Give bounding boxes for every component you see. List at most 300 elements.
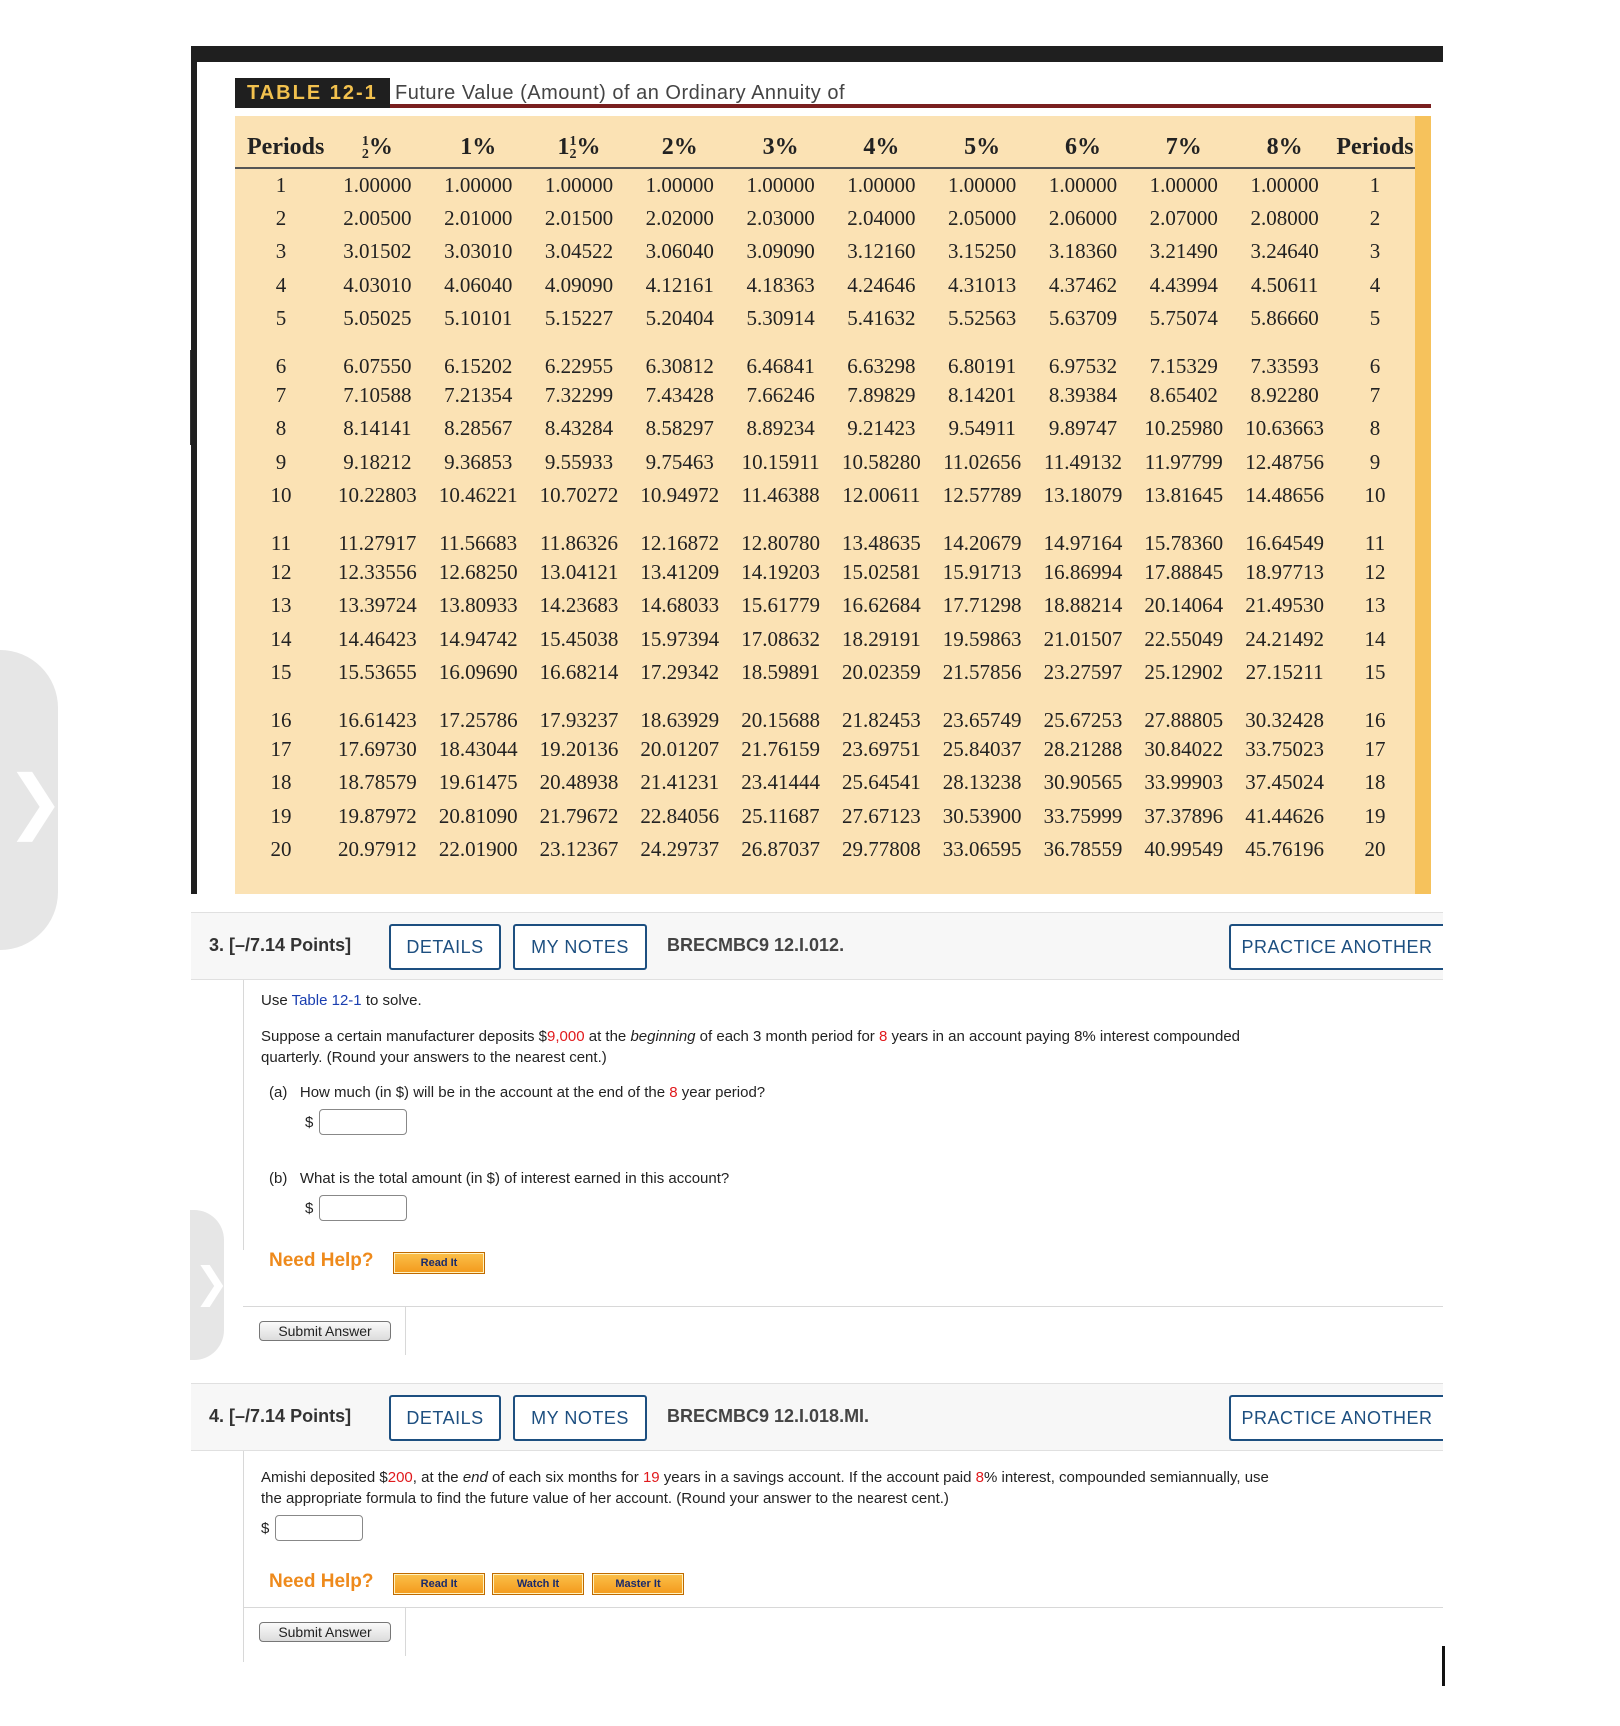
- value-cell: 1.00000: [343, 172, 412, 197]
- value-cell: 22.01900: [438, 837, 518, 862]
- value-cell: 45.76196: [1245, 837, 1324, 862]
- value-cell: 15.97394: [640, 626, 720, 651]
- period-cell: 17: [270, 736, 292, 761]
- value-cell: 2.04000: [847, 205, 916, 230]
- value-cell: 20.01207: [640, 736, 720, 761]
- value-cell: 4.06040: [444, 272, 513, 297]
- question-3-text-line1: Suppose a certain manufacturer deposits $9,000 at the beginning of each 3 month period for 8 years in an account paying 8% interest compounded: [261, 1028, 1241, 1045]
- value-cell: 19.59863: [942, 626, 1022, 651]
- value-cell: 1.00000: [444, 172, 513, 197]
- value-cell: 7.89829: [847, 382, 916, 407]
- value-cell: 7.15329: [1149, 353, 1218, 378]
- value-cell: 6.15202: [444, 353, 513, 378]
- value-cell: 5.86660: [1250, 306, 1319, 331]
- value-cell: 13.04121: [539, 559, 619, 584]
- period-cell: 2: [1369, 205, 1381, 230]
- value-cell: 19.61475: [438, 770, 518, 795]
- value-cell: 14.46423: [338, 626, 417, 651]
- period-cell: 14: [1364, 626, 1386, 651]
- value-cell: 10.63663: [1245, 416, 1324, 441]
- question-4-answer-input[interactable]: [275, 1515, 363, 1541]
- period-cell: 9: [275, 449, 287, 474]
- value-cell: 22.55049: [1144, 626, 1224, 651]
- value-cell: 23.41444: [741, 770, 820, 795]
- period-cell: 5: [275, 306, 287, 331]
- value-cell: 3.01502: [343, 239, 412, 264]
- value-cell: 8.92280: [1250, 382, 1319, 407]
- period-cell: 7: [275, 382, 287, 407]
- value-cell: 33.06595: [942, 837, 1022, 862]
- value-cell: 23.69751: [842, 736, 921, 761]
- period-cell: 10: [270, 483, 292, 508]
- value-cell: 10.58280: [842, 449, 921, 474]
- value-cell: 10.25980: [1144, 416, 1224, 441]
- value-cell: 4.43994: [1149, 272, 1218, 297]
- value-cell: 20.48938: [539, 770, 619, 795]
- value-cell: 2.00500: [343, 205, 412, 230]
- value-cell: 9.21423: [847, 416, 916, 441]
- period-cell: 12: [1364, 559, 1386, 584]
- value-cell: 5.30914: [746, 306, 815, 331]
- period-cell: 4: [1369, 272, 1381, 297]
- chevron-right-icon: ❯: [194, 1258, 230, 1307]
- value-cell: 13.80933: [438, 593, 518, 618]
- value-cell: 26.87037: [741, 837, 820, 862]
- value-cell: 16.61423: [338, 707, 417, 732]
- table-image: [191, 46, 1443, 894]
- table-row: [235, 800, 1415, 834]
- value-cell: 22.84056: [640, 803, 720, 828]
- value-cell: 14.20679: [942, 530, 1022, 555]
- value-cell: 23.65749: [942, 707, 1022, 732]
- value-cell: 20.14064: [1144, 593, 1224, 618]
- previous-page-arrow[interactable]: [0, 650, 65, 950]
- period-cell: 11: [1364, 530, 1386, 555]
- period-cell: 3: [1369, 239, 1381, 264]
- value-cell: 7.66246: [746, 382, 815, 407]
- table-row: [235, 336, 1415, 379]
- value-cell: 11.97799: [1144, 449, 1223, 474]
- value-cell: 15.45038: [539, 626, 619, 651]
- value-cell: 2.01000: [444, 205, 513, 230]
- value-cell: 25.64541: [842, 770, 921, 795]
- value-cell: 6.63298: [847, 353, 916, 378]
- value-cell: 18.29191: [842, 626, 921, 651]
- value-cell: 14.48656: [1245, 483, 1324, 508]
- value-cell: 5.10101: [444, 306, 513, 331]
- part-b-prompt: (b) What is the total amount (in $) of interest earned in this account?: [269, 1170, 730, 1187]
- period-cell: 16: [1364, 707, 1386, 732]
- question-4-header: [191, 1383, 1443, 1451]
- value-cell: 7.43428: [645, 382, 714, 407]
- question-3-text-line2: quarterly. (Round your answers to the nearest cent.): [261, 1049, 607, 1066]
- value-cell: 9.75463: [645, 449, 714, 474]
- value-cell: 40.99549: [1144, 837, 1224, 862]
- period-cell: 13: [1364, 593, 1386, 618]
- value-cell: 4.12161: [645, 272, 714, 297]
- part-a-answer-row: [305, 1109, 407, 1135]
- value-cell: 3.12160: [847, 239, 916, 264]
- value-cell: 17.71298: [942, 593, 1022, 618]
- value-cell: 2.07000: [1149, 205, 1218, 230]
- value-cell: 13.41209: [640, 559, 720, 584]
- value-cell: 10.70272: [539, 483, 619, 508]
- value-cell: 17.69730: [338, 736, 417, 761]
- watch-it-button[interactable]: Watch It: [492, 1573, 584, 1595]
- period-cell: 1: [275, 172, 287, 197]
- value-cell: 2.03000: [746, 205, 815, 230]
- my-notes-button[interactable]: MY NOTES: [513, 924, 647, 970]
- value-cell: 5.75074: [1149, 306, 1218, 331]
- table-row: [235, 623, 1415, 657]
- periods-header-right: Periods: [1335, 128, 1415, 168]
- value-cell: 2.01500: [544, 205, 614, 230]
- submit-answer-button[interactable]: Submit Answer: [259, 1622, 391, 1642]
- period-cell: 18: [1364, 770, 1386, 795]
- value-cell: 12.33556: [338, 559, 417, 584]
- question-4-text-line2: the appropriate formula to find the future value of her account. (Round your answer to the nearest cent.): [261, 1490, 949, 1507]
- col-header: 3%: [730, 128, 831, 168]
- value-cell: 4.24646: [847, 272, 916, 297]
- value-cell: 17.88845: [1144, 559, 1224, 584]
- value-cell: 17.08632: [741, 626, 820, 651]
- table-12-1-link[interactable]: Table 12-1: [291, 992, 362, 1009]
- value-cell: 3.15250: [948, 239, 1017, 264]
- col-header: 7%: [1133, 128, 1234, 168]
- value-cell: 6.22955: [544, 353, 614, 378]
- value-cell: 5.52563: [948, 306, 1017, 331]
- details-button[interactable]: DETAILS: [389, 924, 501, 970]
- value-cell: 13.81645: [1144, 483, 1224, 508]
- value-cell: 5.15227: [544, 306, 614, 331]
- value-cell: 18.88214: [1043, 593, 1123, 618]
- period-cell: 17: [1364, 736, 1386, 761]
- value-cell: 5.41632: [847, 306, 916, 331]
- value-cell: 4.09090: [544, 272, 614, 297]
- period-cell: 14: [270, 626, 292, 651]
- value-cell: 10.46221: [438, 483, 518, 508]
- value-cell: 8.65402: [1149, 382, 1218, 407]
- table-row: [235, 202, 1415, 236]
- value-cell: 12.48756: [1245, 449, 1324, 474]
- table-row: [235, 302, 1415, 336]
- value-cell: 20.81090: [438, 803, 518, 828]
- value-cell: 21.49530: [1245, 593, 1324, 618]
- value-cell: 7.32299: [544, 382, 614, 407]
- text-cursor: [1442, 1646, 1445, 1686]
- value-cell: 29.77808: [842, 837, 921, 862]
- value-cell: 17.25786: [438, 707, 518, 732]
- value-cell: 15.53655: [338, 660, 417, 685]
- table-rows: [235, 168, 1415, 867]
- value-cell: 12.16872: [640, 530, 720, 555]
- col-header-one-and-half-percent: 1 1 2 %: [529, 128, 630, 168]
- period-cell: 8: [1369, 416, 1381, 441]
- question-3-header: [191, 912, 1443, 980]
- value-cell: 30.53900: [942, 803, 1022, 828]
- value-cell: 6.97532: [1048, 353, 1118, 378]
- table-header-bar: [235, 78, 1431, 108]
- value-cell: 21.57856: [942, 660, 1022, 685]
- value-cell: 17.93237: [539, 707, 619, 732]
- period-cell: 12: [270, 559, 292, 584]
- value-cell: 15.61779: [741, 593, 820, 618]
- value-cell: 4.31013: [948, 272, 1017, 297]
- annuity-table: [235, 116, 1431, 894]
- value-cell: 27.15211: [1245, 660, 1324, 685]
- period-cell: 6: [275, 353, 287, 378]
- value-cell: 8.14141: [343, 416, 412, 441]
- value-cell: 25.11687: [741, 803, 820, 828]
- value-cell: 13.18079: [1043, 483, 1123, 508]
- value-cell: 16.62684: [842, 593, 921, 618]
- table-row: [235, 733, 1415, 767]
- table-row: [235, 379, 1415, 413]
- value-cell: 18.43044: [438, 736, 518, 761]
- period-cell: 15: [270, 660, 292, 685]
- value-cell: 21.76159: [741, 736, 820, 761]
- value-cell: 25.67253: [1043, 707, 1123, 732]
- value-cell: 1.00000: [1149, 172, 1218, 197]
- value-cell: 20.97912: [338, 837, 417, 862]
- value-cell: 18.59891: [741, 660, 820, 685]
- value-cell: 12.68250: [438, 559, 518, 584]
- table-row: [235, 766, 1415, 800]
- details-button[interactable]: DETAILS: [389, 1395, 501, 1441]
- value-cell: 19.20136: [539, 736, 619, 761]
- value-cell: 3.24640: [1250, 239, 1319, 264]
- value-cell: 8.89234: [746, 416, 815, 441]
- value-cell: 5.05025: [343, 306, 412, 331]
- value-cell: 5.63709: [1048, 306, 1118, 331]
- value-cell: 1.00000: [645, 172, 714, 197]
- value-cell: 4.37462: [1048, 272, 1118, 297]
- value-cell: 1.00000: [1048, 172, 1118, 197]
- value-cell: 6.07550: [343, 353, 412, 378]
- table-row: [235, 833, 1415, 867]
- table-row: [235, 446, 1415, 480]
- value-cell: 37.37896: [1144, 803, 1224, 828]
- part-a-answer-input[interactable]: [319, 1109, 407, 1135]
- value-cell: 8.14201: [948, 382, 1017, 407]
- dollar-sign: $: [261, 1519, 270, 1537]
- value-cell: 16.68214: [539, 660, 619, 685]
- value-cell: 15.78360: [1144, 530, 1224, 555]
- value-cell: 9.18212: [343, 449, 412, 474]
- value-cell: 3.21490: [1149, 239, 1218, 264]
- value-cell: 3.04522: [544, 239, 614, 264]
- value-cell: 13.48635: [842, 530, 921, 555]
- value-cell: 11.02656: [943, 449, 1022, 474]
- value-cell: 18.63929: [640, 707, 720, 732]
- value-cell: 14.19203: [741, 559, 820, 584]
- period-cell: 8: [275, 416, 287, 441]
- col-header: 4%: [831, 128, 932, 168]
- value-cell: 24.29737: [640, 837, 720, 862]
- value-cell: 1.00000: [746, 172, 815, 197]
- question-4-code: BRECMBC9 12.I.018.MI.: [667, 1406, 870, 1426]
- value-cell: 9.36853: [444, 449, 513, 474]
- previous-question-arrow[interactable]: [190, 1210, 230, 1360]
- value-cell: 21.82453: [842, 707, 921, 732]
- value-cell: 16.86994: [1043, 559, 1123, 584]
- value-cell: 24.21492: [1245, 626, 1324, 651]
- value-cell: 19.87972: [338, 803, 417, 828]
- period-cell: 18: [270, 770, 292, 795]
- value-cell: 6.30812: [645, 353, 714, 378]
- table-row: [235, 412, 1415, 446]
- value-cell: 3.18360: [1048, 239, 1118, 264]
- value-cell: 1.00000: [847, 172, 916, 197]
- read-it-button[interactable]: Read It: [393, 1252, 485, 1274]
- value-cell: 8.58297: [645, 416, 714, 441]
- period-cell: 4: [275, 272, 287, 297]
- value-cell: 3.09090: [746, 239, 815, 264]
- value-cell: 15.02581: [842, 559, 921, 584]
- value-cell: 7.33593: [1250, 353, 1319, 378]
- col-header: 8%: [1234, 128, 1335, 168]
- table-row: [235, 589, 1415, 623]
- value-cell: 1.00000: [948, 172, 1017, 197]
- value-cell: 20.15688: [741, 707, 820, 732]
- period-cell: 3: [275, 239, 287, 264]
- chevron-right-icon: ❯: [6, 760, 65, 842]
- table-row: [235, 479, 1415, 513]
- value-cell: 10.15911: [741, 449, 820, 474]
- value-cell: 21.79672: [539, 803, 619, 828]
- period-cell: 13: [270, 593, 292, 618]
- table-row: [235, 690, 1415, 733]
- value-cell: 3.06040: [645, 239, 714, 264]
- value-cell: 18.78579: [338, 770, 417, 795]
- value-cell: 27.88805: [1144, 707, 1224, 732]
- value-cell: 14.94742: [438, 626, 518, 651]
- submit-answer-button[interactable]: Submit Answer: [259, 1321, 391, 1341]
- value-cell: 11.46388: [741, 483, 820, 508]
- col-header: 2%: [629, 128, 730, 168]
- value-cell: 23.27597: [1043, 660, 1123, 685]
- value-cell: 4.50611: [1250, 272, 1319, 297]
- value-cell: 7.10588: [343, 382, 412, 407]
- table-row: [235, 235, 1415, 269]
- value-cell: 41.44626: [1245, 803, 1324, 828]
- value-cell: 2.06000: [1048, 205, 1118, 230]
- value-cell: 14.97164: [1043, 530, 1123, 555]
- question-4-text-line1: Amishi deposited $200, at the end of each six months for 19 years in a savings account. If the account paid 8% interest, compounded semiannually, use: [261, 1469, 1269, 1486]
- part-b-answer-row: [305, 1195, 407, 1221]
- value-cell: 21.41231: [640, 770, 720, 795]
- period-cell: 6: [1369, 353, 1381, 378]
- need-help-label: Need Help?: [269, 1571, 374, 1592]
- value-cell: 30.90565: [1043, 770, 1123, 795]
- value-cell: 28.13238: [942, 770, 1022, 795]
- period-cell: 11: [270, 530, 292, 555]
- col-header: 6%: [1033, 128, 1134, 168]
- value-cell: 17.29342: [640, 660, 720, 685]
- value-cell: 14.68033: [640, 593, 720, 618]
- value-cell: 25.12902: [1144, 660, 1224, 685]
- table-row: [235, 513, 1415, 556]
- value-cell: 36.78559: [1043, 837, 1123, 862]
- my-notes-button[interactable]: MY NOTES: [513, 1395, 647, 1441]
- value-cell: 2.02000: [645, 205, 714, 230]
- period-cell: 19: [270, 803, 292, 828]
- read-it-button[interactable]: Read It: [393, 1573, 485, 1595]
- need-help-label: Need Help?: [269, 1250, 374, 1271]
- period-cell: 1: [1369, 172, 1381, 197]
- question-3-body: [243, 980, 1443, 1270]
- value-cell: 16.09690: [438, 660, 518, 685]
- practice-another-button[interactable]: PRACTICE ANOTHER: [1229, 924, 1443, 970]
- period-cell: 16: [270, 707, 292, 732]
- value-cell: 37.45024: [1245, 770, 1324, 795]
- period-cell: 20: [270, 837, 292, 862]
- value-cell: 33.75023: [1245, 736, 1324, 761]
- period-cell: 19: [1364, 803, 1386, 828]
- question-4-submit-area: [243, 1607, 1443, 1655]
- value-cell: 12.80780: [741, 530, 820, 555]
- value-cell: 2.08000: [1250, 205, 1319, 230]
- period-cell: 9: [1369, 449, 1381, 474]
- value-cell: 10.94972: [640, 483, 720, 508]
- part-b-answer-input[interactable]: [319, 1195, 407, 1221]
- period-cell: 5: [1369, 306, 1381, 331]
- value-cell: 7.21354: [444, 382, 513, 407]
- value-cell: 23.12367: [539, 837, 619, 862]
- value-cell: 30.32428: [1245, 707, 1324, 732]
- dollar-sign: $: [305, 1199, 314, 1217]
- value-cell: 20.02359: [842, 660, 921, 685]
- value-cell: 25.84037: [942, 736, 1022, 761]
- value-cell: 11.86326: [540, 530, 618, 555]
- value-cell: 15.91713: [942, 559, 1022, 584]
- value-cell: 16.64549: [1245, 530, 1324, 555]
- value-cell: 8.43284: [544, 416, 614, 441]
- value-cell: 8.28567: [444, 416, 513, 441]
- table-row: [235, 168, 1415, 202]
- value-cell: 9.54911: [948, 416, 1016, 441]
- practice-another-button[interactable]: PRACTICE ANOTHER: [1229, 1395, 1443, 1441]
- value-cell: 33.99903: [1144, 770, 1224, 795]
- table-row: [235, 556, 1415, 590]
- value-cell: 27.67123: [842, 803, 921, 828]
- table-tag: TABLE 12-1: [235, 78, 390, 108]
- value-cell: 1.00000: [1250, 172, 1319, 197]
- period-cell: 10: [1364, 483, 1386, 508]
- table-header-row: [235, 128, 1415, 168]
- value-cell: 11.49132: [1043, 449, 1122, 474]
- value-cell: 12.57789: [942, 483, 1022, 508]
- value-cell: 3.03010: [444, 239, 513, 264]
- value-cell: 14.23683: [539, 593, 619, 618]
- col-header: 1%: [428, 128, 529, 168]
- value-cell: 28.21288: [1043, 736, 1123, 761]
- period-cell: 2: [275, 205, 287, 230]
- periods-header-left: Periods: [235, 128, 327, 168]
- period-cell: 20: [1364, 837, 1386, 862]
- value-cell: 18.97713: [1245, 559, 1324, 584]
- value-cell: 9.55933: [544, 449, 614, 474]
- dollar-sign: $: [305, 1113, 314, 1131]
- question-3-points: 3. [–/7.14 Points]: [209, 935, 352, 955]
- use-table-line: Use Table 12-1 to solve.: [261, 992, 422, 1009]
- col-header: 5%: [932, 128, 1033, 168]
- table-row: [235, 269, 1415, 303]
- value-cell: 11.27917: [338, 530, 417, 555]
- value-cell: 4.18363: [746, 272, 815, 297]
- period-cell: 15: [1364, 660, 1386, 685]
- master-it-button[interactable]: Master It: [592, 1573, 684, 1595]
